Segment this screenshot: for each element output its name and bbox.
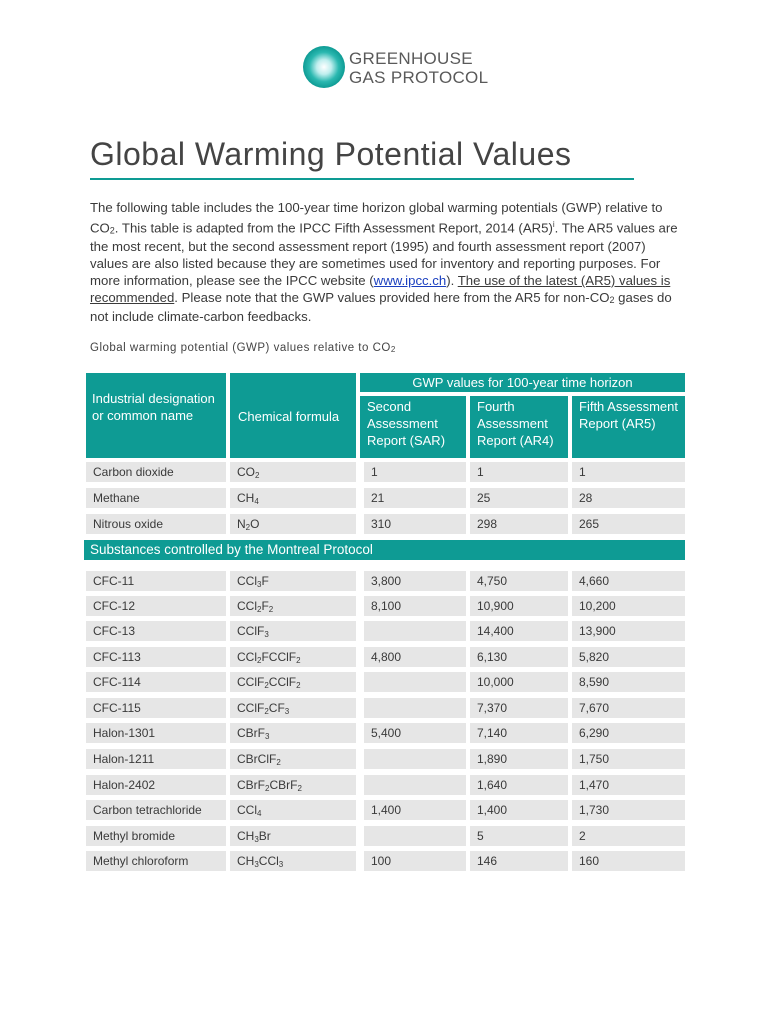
cell-ar5: 13,900 bbox=[572, 621, 685, 641]
cell-sar bbox=[364, 826, 466, 846]
logo-line-2: GAS PROTOCOL bbox=[349, 68, 489, 87]
cell-ar5: 265 bbox=[572, 514, 685, 534]
cell-ar4: 298 bbox=[470, 514, 568, 534]
cell-ar4: 6,130 bbox=[470, 647, 568, 667]
cell-formula: CCl$_2$FCClF$_2$ bbox=[230, 647, 356, 667]
cell-ar5: 4,660 bbox=[572, 571, 685, 591]
cell-ar5: 6,290 bbox=[572, 723, 685, 743]
cell-name: CFC-13 bbox=[86, 621, 226, 641]
cell-formula: CBrF$_2$CBrF$_2$ bbox=[230, 775, 356, 795]
header-ar4: Fourth Assessment Report (AR4) bbox=[470, 396, 568, 458]
cell-sar bbox=[364, 672, 466, 692]
section-montreal-protocol: Substances controlled by the Montreal Protocol bbox=[84, 540, 685, 560]
header-sar: Second Assessment Report (SAR) bbox=[360, 396, 466, 458]
cell-name: CFC-115 bbox=[86, 698, 226, 718]
intro-paragraph: The following table includes the 100-year time horizon global warming potentials (GWP) relative to $CO_2$. This table is adapted from the IPCC Fifth Assessment Report, 2014 $(AR5)^i$. The AR5 values are the most recent, but the second assessment report (1995) and fourth assessment report (2007) values are also listed because they are sometimes used for inventory and reporting purposes. For more information, please see the IPCC website (www.ipcc.ch). The use of the latest (AR5) values is recommended. Please note that the GWP values provided here from the AR5 for non-$CO_2$ gases do not include climate-carbon feedbacks. bbox=[90, 200, 678, 324]
cell-sar: 100 bbox=[364, 851, 466, 871]
cell-sar bbox=[364, 621, 466, 641]
cell-ar4: 25 bbox=[470, 488, 568, 508]
cell-sar: 1 bbox=[364, 462, 466, 482]
cell-sar bbox=[364, 698, 466, 718]
cell-sar: 21 bbox=[364, 488, 466, 508]
cell-ar4: 7,370 bbox=[470, 698, 568, 718]
cell-ar5: 2 bbox=[572, 826, 685, 846]
cell-ar5: 5,820 bbox=[572, 647, 685, 667]
cell-ar4: 146 bbox=[470, 851, 568, 871]
cell-ar5: 10,200 bbox=[572, 596, 685, 616]
logo-line-1: GREENHOUSE bbox=[349, 49, 473, 68]
cell-ar4: 1,640 bbox=[470, 775, 568, 795]
cell-ar4: 1,890 bbox=[470, 749, 568, 769]
cell-name: Methane bbox=[86, 488, 226, 508]
cell-sar: 5,400 bbox=[364, 723, 466, 743]
cell-ar5: 1,750 bbox=[572, 749, 685, 769]
cell-formula: CClF$_3$ bbox=[230, 621, 356, 641]
cell-formula: CCl$_3$F bbox=[230, 571, 356, 591]
cell-ar5: 160 bbox=[572, 851, 685, 871]
table-caption: Global warming potential (GWP) values relative to $CO_2$ bbox=[90, 342, 396, 354]
cell-formula: $CH_4$ bbox=[230, 488, 356, 508]
cell-formula: $CH_3CCl_3$ bbox=[230, 851, 356, 871]
cell-ar4: 7,140 bbox=[470, 723, 568, 743]
header-formula: Chemical formula bbox=[230, 373, 356, 458]
cell-sar bbox=[364, 749, 466, 769]
cell-name: Halon-1301 bbox=[86, 723, 226, 743]
cell-sar: 1,400 bbox=[364, 800, 466, 820]
cell-ar5: 8,590 bbox=[572, 672, 685, 692]
cell-ar5: 1,730 bbox=[572, 800, 685, 820]
cell-ar4: 4,750 bbox=[470, 571, 568, 591]
cell-formula: CBrF$_3$ bbox=[230, 723, 356, 743]
cell-name: CFC-11 bbox=[86, 571, 226, 591]
header-ar5: Fifth Assessment Report (AR5) bbox=[572, 396, 685, 458]
cell-formula: CBrClF$_2$ bbox=[230, 749, 356, 769]
cell-name: Methyl bromide bbox=[86, 826, 226, 846]
cell-formula: $CClF_2CF_3$ bbox=[230, 698, 356, 718]
cell-formula: $CO_2$ bbox=[230, 462, 356, 482]
cell-sar: 3,800 bbox=[364, 571, 466, 591]
cell-name: Halon-2402 bbox=[86, 775, 226, 795]
cell-formula: $CCl_2F_2$ bbox=[230, 596, 356, 616]
cell-ar4: 10,900 bbox=[470, 596, 568, 616]
cell-formula: CCl$_4$ bbox=[230, 800, 356, 820]
cell-ar5: 7,670 bbox=[572, 698, 685, 718]
cell-name: Methyl chloroform bbox=[86, 851, 226, 871]
page-title: Global Warming Potential Values bbox=[90, 136, 572, 172]
cell-name: CFC-114 bbox=[86, 672, 226, 692]
header-designation: Industrial designation or common name bbox=[86, 373, 226, 458]
cell-ar4: 5 bbox=[470, 826, 568, 846]
cell-formula: $N_2O$ bbox=[230, 514, 356, 534]
cell-ar4: 1,400 bbox=[470, 800, 568, 820]
cell-formula: $CH_3Br$ bbox=[230, 826, 356, 846]
cell-sar: 8,100 bbox=[364, 596, 466, 616]
ipcc-link[interactable]: www.ipcc.ch bbox=[373, 273, 447, 289]
cell-ar5: 28 bbox=[572, 488, 685, 508]
cell-name: Halon-1211 bbox=[86, 749, 226, 769]
cell-name: Carbon dioxide bbox=[86, 462, 226, 482]
cell-ar4: 14,400 bbox=[470, 621, 568, 641]
cell-sar bbox=[364, 775, 466, 795]
cell-formula: CClF$_2$CClF$_2$ bbox=[230, 672, 356, 692]
cell-sar: 310 bbox=[364, 514, 466, 534]
cell-ar4: 10,000 bbox=[470, 672, 568, 692]
cell-name: CFC-12 bbox=[86, 596, 226, 616]
cell-name: Nitrous oxide bbox=[86, 514, 226, 534]
cell-ar4: 1 bbox=[470, 462, 568, 482]
cell-name: CFC-113 bbox=[86, 647, 226, 667]
cell-ar5: 1 bbox=[572, 462, 685, 482]
cell-ar5: 1,470 bbox=[572, 775, 685, 795]
cell-sar: 4,800 bbox=[364, 647, 466, 667]
cell-name: Carbon tetrachloride bbox=[86, 800, 226, 820]
header-gwp-group: GWP values for 100-year time horizon bbox=[360, 373, 685, 392]
recommendation-text: The use of the latest (AR5) values is recommended bbox=[90, 273, 671, 305]
